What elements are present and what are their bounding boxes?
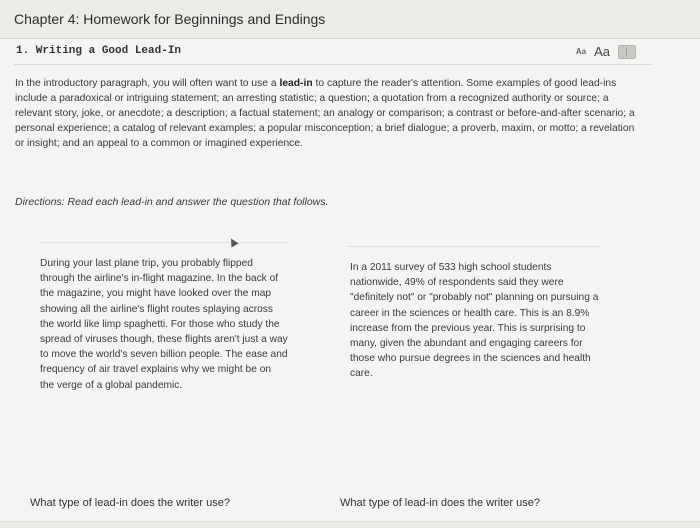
intro-text-start: In the introductory paragraph, you will often want to use a (15, 78, 280, 89)
passage-right-rule (348, 246, 600, 247)
intro-bold-term: lead-in (279, 78, 313, 89)
header-bar (0, 0, 700, 39)
question-left: What type of lead-in does the writer use? (30, 497, 230, 509)
decrease-text-size-button[interactable]: Aa (575, 47, 587, 56)
question-right: What type of lead-in does the writer use? (340, 497, 540, 509)
section-divider (14, 64, 652, 65)
passage-left-rule (40, 242, 288, 243)
text-tools (576, 44, 636, 59)
intro-text-end: to capture the reader's attention. Some examples of good lead-ins include a paradoxical or intriguing statement; an arresting statistic; a question; a quotation from a recognized authority or source; a relevant story, joke, or anecdote; a description; a factual statement; an analogy or comparison; a contrast or before-and-after scenario; a personal experience; a catalog of relevant examples; a popular misconception; a brief dialogue; a proverb, maxim, or motto; a revelation or insight; and an appeal to a common or imagined experience. (15, 78, 635, 149)
section-title: 1. Writing a Good Lead-In (16, 45, 182, 57)
intro-paragraph (15, 76, 640, 151)
book-icon[interactable] (618, 45, 636, 59)
page-title: Chapter 4: Homework for Beginnings and Endings (14, 11, 326, 27)
lead-in-passage-left: During your last plane trip, you probably flipped through the airline's in-flight magazine. In the back of the magazine, you might have looked over the map showing all the airline's flight routes splaying across the world like limp spaghetti. For those who study the spread of viruses though, these flights aren't just a way to move the world's seven billion people. The ease and frequency of air travel explains why we might be on the verge of a global pandemic. (40, 258, 288, 391)
directions-text: Directions: Read each lead-in and answer the question that follows. (15, 196, 329, 208)
lead-in-passage-right: In a 2011 survey of 533 high school students nationwide, 49% of respondents said they were "definitely not" or "probably not" planning on pursuing a career in the sciences or health care. This is an 8.9% increase from the previous year. This is surprising to many, given the abundant and engaging careers for those who pursue degrees in the sciences and health care. (350, 262, 599, 380)
mouse-cursor-icon (228, 237, 239, 248)
increase-text-size-button[interactable]: Aa (594, 44, 610, 59)
